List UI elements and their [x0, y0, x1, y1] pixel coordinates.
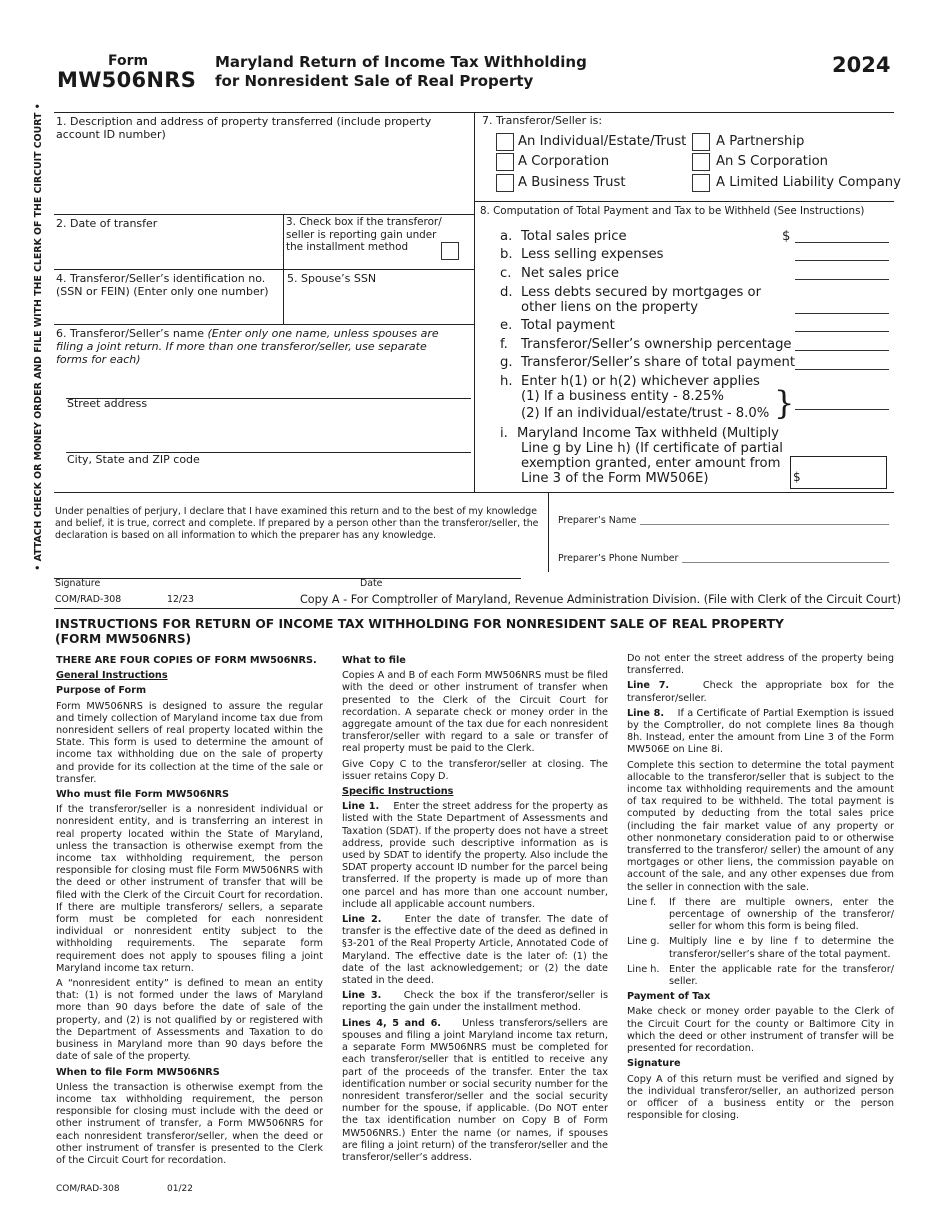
- dollar-sign-a: $: [782, 229, 791, 244]
- preparer-phone-label: Preparer’s Phone Number: [558, 553, 679, 564]
- signature-text: Copy A of this return must be verified and signed by the individual transferor/seller, an authorized person or officer of a business entity or the person responsible for closing.: [627, 1073, 894, 1122]
- preparer-name-label: Preparer’s Name: [558, 515, 637, 526]
- line-g-instruction: [627, 936, 894, 960]
- line-8-text: If a Certificate of Partial Exemption is issued by the Comptroller, do not complete lines 8a though 8h. Instead, enter the amount from Line 3 of the Form MW506E on Line 8i.: [627, 707, 894, 756]
- line-g-key: g.: [500, 355, 513, 370]
- line-7-text: Check the appropriate box for the transferor/seller.: [627, 680, 894, 704]
- dollar-sign-i: $: [793, 470, 801, 484]
- line-h-text: Enter the applicable rate for the transferor/ seller.: [669, 963, 894, 988]
- line-i-key: i.: [500, 426, 508, 441]
- line-a-input[interactable]: [795, 242, 889, 243]
- instructions-column-3: [627, 653, 894, 1125]
- line-i-text: Maryland Income Tax withheld (Multiply: [517, 426, 779, 441]
- line-h2-text: (2) If an individual/estate/trust - 8.0%: [521, 406, 770, 421]
- s-corporation-label: An S Corporation: [716, 154, 829, 169]
- line-8-instruction: [627, 708, 894, 757]
- who-must-file-text: If the transferor/seller is a nonresident individual or nonresident entity, and is transferring an interest in real property located within the State of Maryland, unless the transaction is otherwise exempt from the income tax withholding requirement, the person responsible for closing must file Form MW506NRS with the deed or other instrument of transfer that will be filed with the Clerk of the Circuit Court for recordation. If there are multiple transferors/ sellers, a separate form must be completed for each nonresident individual or nonresident entity subject to the withholding requirements. The separate form requirement does not apply to spouses filing a joint Maryland income tax return.: [56, 804, 323, 974]
- form-id: MW506NRS: [57, 68, 197, 92]
- line-d-key: d.: [500, 285, 513, 300]
- line-h-input[interactable]: [795, 409, 889, 410]
- copy-designation: Copy A - For Comptroller of Maryland, Revenue Administration Division. (File with Clerk of the Circuit Court): [300, 593, 902, 606]
- signature-heading: Signature: [627, 1058, 681, 1070]
- preparer-name-input[interactable]: [640, 524, 889, 525]
- business-trust-label: A Business Trust: [518, 175, 626, 190]
- bottom-form-code: COM/RAD-308: [56, 1184, 120, 1194]
- specific-instructions-heading: Specific Instructions: [342, 786, 454, 798]
- copies-heading: THERE ARE FOUR COPIES OF FORM MW506NRS.: [56, 655, 317, 666]
- brace-icon: }: [774, 384, 795, 422]
- partnership-label: A Partnership: [716, 134, 805, 149]
- instructions-column-2: [342, 653, 608, 1167]
- line-d-text: Less debts secured by mortgages or: [521, 285, 762, 300]
- partnership-checkbox[interactable]: [692, 133, 710, 151]
- field-2-label: 2. Date of transfer: [56, 217, 158, 230]
- side-instruction: • ATTACH CHECK OR MONEY ORDER AND FILE WITH THE CLERK OF THE CIRCUIT COURT •: [33, 103, 44, 571]
- line-g-text: Transferor/Seller’s share of total payment: [521, 355, 796, 370]
- llc-checkbox[interactable]: [692, 174, 710, 192]
- line-b-text: Less selling expenses: [521, 247, 664, 262]
- line-c-text: Net sales price: [521, 266, 619, 281]
- line-7-key: Line 7.: [627, 680, 670, 692]
- line-g-key: Line g.: [627, 936, 660, 948]
- form-code: COM/RAD-308: [55, 594, 122, 605]
- purpose-text: Form MW506NRS is designed to assure the regular and timely collection of Maryland income tax due from nonresident sellers of real property located within the State. This form is used to determine the amount of income tax withholding due on the sale of property and provide for its collection at the time of the sale or transfer.: [56, 700, 323, 785]
- payment-heading: Payment of Tax: [627, 991, 711, 1003]
- street-address-note: Do not enter the street address of the property being transferred.: [627, 653, 894, 677]
- line-1-key: Line 1.: [342, 801, 380, 813]
- instructions-title-1: INSTRUCTIONS FOR RETURN OF INCOME TAX WITHHOLDING FOR NONRESIDENT SALE OF REAL PROPERTY: [55, 617, 784, 631]
- line-f-key: Line f.: [627, 896, 657, 908]
- field-2-input[interactable]: [56, 232, 278, 266]
- business-trust-checkbox[interactable]: [496, 174, 514, 192]
- line-4-key: Lines 4, 5 and 6.: [342, 1017, 441, 1029]
- line-7-instruction: [627, 680, 894, 704]
- complete-section-text: Complete this section to determine the total payment allocable to the transferor/seller that is subject to the income tax withholding requirements and the amount of tax required to be withheld. The total payment is computed by deducting from the total sales price (including the fair market value of any property or other nonmonetary consideration paid to or otherwise transferred to the transferor/ seller) the amount of any mortgages or other liens, the commission payable on account of the sale, and any other expenses due from the seller in connection with the sale.: [627, 759, 894, 893]
- perjury-declaration: Under penalties of perjury, I declare that I have examined this return and to the best of my knowledge and belief, it is true, correct and complete. If prepared by a person other than the transferor/seller, the declaration is based on all information to which the preparer has any knowledge.: [55, 506, 539, 541]
- line-e-key: e.: [500, 318, 513, 333]
- field-5-label: 5. Spouse’s SSN: [287, 272, 377, 285]
- line-d-text-2: other liens on the property: [521, 300, 699, 315]
- line-b-key: b.: [500, 247, 513, 262]
- signature-label: Signature: [55, 578, 101, 589]
- line-8-key: Line 8.: [627, 707, 665, 719]
- line-3-text: Check the box if the transferor/seller is reporting the gain under the installment method.: [342, 990, 608, 1014]
- line-f-input[interactable]: [795, 350, 889, 351]
- line-d-input[interactable]: [795, 313, 889, 314]
- field-3-label: 3. Check box if the transferor/ seller is reporting gain under the installment method: [286, 216, 442, 253]
- line-3-key: Line 3.: [342, 990, 382, 1002]
- line-1-text: Enter the street address for the property as listed with the State Department of Assessments and Taxation (SDAT). If the property does not have a street address, provide such descriptive information as is used by SDAT to identify the property. Also include the SDAT property account ID number for the parcel being transferred. If the property is made up of more than one parcel and has more than one account number, include all applicable account numbers.: [342, 801, 608, 910]
- line-h-key: h.: [500, 374, 513, 389]
- general-instructions-heading: General Instructions: [56, 670, 168, 682]
- line-e-text: Total payment: [521, 318, 615, 333]
- line-i-text-4: Line 3 of the Form MW506E): [521, 471, 709, 486]
- field-6-label: [56, 327, 456, 366]
- field-1-input[interactable]: [56, 142, 470, 210]
- line-c-input[interactable]: [795, 279, 889, 280]
- line-a-text: Total sales price: [521, 229, 627, 244]
- llc-label: A Limited Liability Company: [716, 175, 901, 190]
- give-copy-text: Give Copy C to the transferor/seller at closing. The issuer retains Copy D.: [342, 758, 608, 782]
- line-h-instruction: [627, 964, 894, 988]
- field-4-label: 4. Transferor/Seller’s identification no. (SSN or FEIN) (Enter only one number): [56, 272, 269, 298]
- field-6-title: 6. Transferor/Seller’s name: [56, 327, 205, 340]
- line-i-text-3: exemption granted, enter amount from: [521, 456, 781, 471]
- line-f-text: If there are multiple owners, enter the percentage of ownership of the transferor/ seller for whom this form is being filed.: [669, 896, 894, 933]
- city-state-zip-label: City, State and ZIP code: [67, 453, 200, 466]
- line-i-text-2: Line g by Line h) (If certificate of partial: [521, 441, 783, 456]
- line-g-input[interactable]: [795, 369, 889, 370]
- line-a-key: a.: [500, 229, 513, 244]
- instructions-column-1: [56, 653, 323, 1170]
- preparer-phone-input[interactable]: [682, 562, 889, 563]
- line-1-instruction: [342, 801, 608, 911]
- line-h1-text: (1) If a business entity - 8.25%: [521, 389, 724, 404]
- line-c-key: c.: [500, 266, 512, 281]
- line-b-input[interactable]: [795, 260, 889, 261]
- form-revision: 12/23: [167, 594, 195, 605]
- field-1-label: 1. Description and address of property transferred (include property account ID number): [56, 115, 432, 141]
- form-title-line1: Maryland Return of Income Tax Withholding: [215, 53, 587, 71]
- line-4-instruction: [342, 1018, 608, 1164]
- when-to-file-heading: When to file Form MW506NRS: [56, 1066, 220, 1078]
- form-title-line2: for Nonresident Sale of Real Property: [215, 72, 534, 90]
- s-corporation-checkbox[interactable]: [692, 153, 710, 171]
- form-year: 2024: [832, 53, 891, 77]
- line-e-input[interactable]: [795, 331, 889, 332]
- corporation-checkbox[interactable]: [496, 153, 514, 171]
- signature-input[interactable]: [54, 548, 354, 576]
- instructions-title-2: (FORM MW506NRS): [55, 632, 192, 646]
- individual-label: An Individual/Estate/Trust: [518, 134, 687, 149]
- bottom-form-revision: 01/22: [167, 1184, 193, 1194]
- nonresident-entity-text: A “nonresident entity” is defined to mean an entity that: (1) is not formed under the laws of Maryland more than 90 days before the date of sale of the property, and (2) is not qualified by or registered with the Department of Assessments and Taxation to do business in Maryland more than 90 days before the date of sale of the property.: [56, 978, 323, 1063]
- transferor-type-title: 7. Transferor/Seller is:: [482, 114, 603, 127]
- payment-text: Make check or money order payable to the Clerk of the Circuit Court for the county or Baltimore City in which the deed or other instrument of transfer will be presented for recordation.: [627, 1006, 894, 1055]
- computation-title: 8. Computation of Total Payment and Tax to be Withheld (See Instructions): [480, 205, 865, 217]
- line-g-text: Multiply line e by line f to determine the transferor/seller’s share of the total payment.: [669, 936, 894, 960]
- what-to-file-heading: What to file: [342, 655, 406, 666]
- field-6-note: (Enter only one name, unless spouses are filing a joint return. If more than one transferor/seller, use separate forms for each): [56, 327, 439, 366]
- when-to-file-text: Unless the transaction is otherwise exempt from the income tax withholding requirement, the person responsible for closing must include with the deed or other instrument of transfer, a Form MW506NRS for each nonresident transferor/seller, when the deed or other instrument of transfer is presented to the Clerk of the Circuit Court for recordation.: [56, 1081, 323, 1166]
- line-i-input[interactable]: [790, 456, 887, 489]
- line-f-text: Transferor/Seller’s ownership percentage: [521, 337, 792, 352]
- line-f-instruction: [627, 897, 894, 934]
- who-must-file-heading: Who must file Form MW506NRS: [56, 789, 230, 801]
- line-2-instruction: [342, 914, 608, 987]
- line-4-text: Unless transferors/sellers are spouses and filing a joint Maryland income tax return, a separate Form MW506NRS must be completed for each transferor/seller that is entitled to receive any part of the proceeds of the transfer. Enter the tax identification number or social security number for the nonresident transferor/seller and the social security number for the spouse, if applicable. (Do NOT enter the tax identification number on Copy B of Form MW506NRS.) Enter the name (or names, if spouses are filing a joint return) of the transferor/seller and the transferor/seller’s address.: [342, 1017, 608, 1163]
- line-3-instruction: [342, 990, 608, 1014]
- line-2-text: Enter the date of transfer. The date of transfer is the effective date of the deed as defined in §3-201 of the Real Property Article, Annotated Code of Maryland. The effective date is the later of: (1) the date of the last acknowledgement; or (2) the date stated in the deed.: [342, 914, 608, 987]
- form-word: Form: [108, 53, 149, 69]
- purpose-heading: Purpose of Form: [56, 685, 147, 697]
- individual-checkbox[interactable]: [496, 133, 514, 151]
- date-label: Date: [360, 578, 383, 589]
- what-to-file-text: Copies A and B of each Form MW506NRS must be filed with the deed or other instrument of transfer when presented to the Clerk of the Circuit Court for recordation. A separate check or money order in the aggregate amount of the tax due for each nonresident transferor/seller with regard to a sale or transfer of real property must be paid to the Clerk.: [342, 670, 608, 755]
- installment-checkbox[interactable]: [441, 242, 459, 260]
- line-2-key: Line 2.: [342, 914, 382, 926]
- street-address-label: Street address: [67, 397, 148, 410]
- line-f-key: f.: [500, 337, 508, 352]
- line-h-key: Line h.: [627, 963, 660, 975]
- corporation-label: A Corporation: [518, 154, 610, 169]
- line-h-text: Enter h(1) or h(2) whichever applies: [521, 374, 760, 389]
